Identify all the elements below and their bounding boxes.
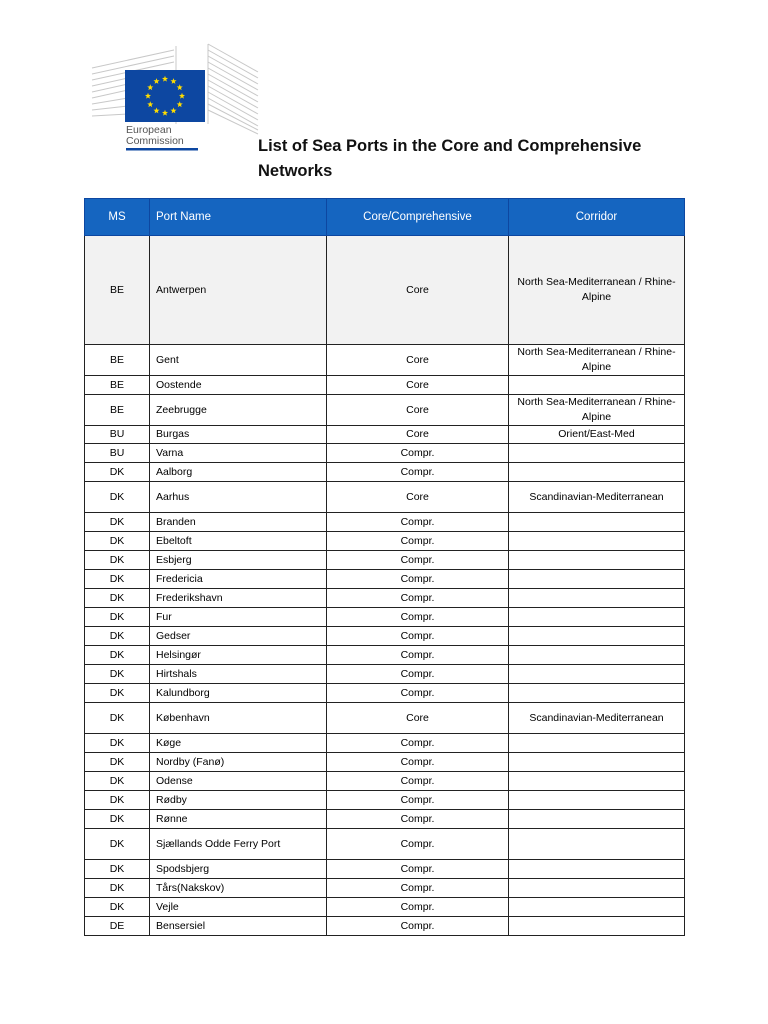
table-row: [85, 684, 685, 703]
cell-port-name: Vejle: [150, 898, 327, 917]
cell-port-name: Gent: [150, 345, 327, 376]
table-row: [85, 703, 685, 734]
table-row: [85, 753, 685, 772]
cell-port-name: Tårs(Nakskov): [150, 879, 327, 898]
document-title-line1: List of Sea Ports in the Core and Comprehensive: [258, 137, 642, 155]
cell-port-name: Fur: [150, 608, 327, 627]
cell-corridor: [509, 513, 685, 532]
header-core-comprehensive: Core/Comprehensive: [327, 199, 509, 236]
cell-corridor: [509, 608, 685, 627]
cell-corridor: [509, 589, 685, 608]
cell-port-name: Fredericia: [150, 570, 327, 589]
cell-core-comprehensive: Core: [327, 482, 509, 513]
table-row: [85, 917, 685, 936]
cell-core-comprehensive: Compr.: [327, 860, 509, 879]
cell-port-name: Odense: [150, 772, 327, 791]
cell-core-comprehensive: Core: [327, 236, 509, 345]
cell-core-comprehensive: Compr.: [327, 627, 509, 646]
cell-core-comprehensive: Compr.: [327, 608, 509, 627]
table-row: [85, 879, 685, 898]
table-row: [85, 810, 685, 829]
cell-core-comprehensive: Compr.: [327, 665, 509, 684]
table-row: [85, 482, 685, 513]
cell-corridor: North Sea-Mediterranean / Rhine-Alpine: [509, 395, 685, 426]
table-row: [85, 829, 685, 860]
cell-port-name: Køge: [150, 734, 327, 753]
cell-ms: DK: [85, 646, 150, 665]
cell-corridor: North Sea-Mediterranean / Rhine-Alpine: [509, 345, 685, 376]
cell-ms: DK: [85, 482, 150, 513]
table-row: [85, 551, 685, 570]
cell-core-comprehensive: Core: [327, 395, 509, 426]
cell-port-name: Esbjerg: [150, 551, 327, 570]
cell-core-comprehensive: Compr.: [327, 898, 509, 917]
cell-port-name: Gedser: [150, 627, 327, 646]
cell-ms: DK: [85, 734, 150, 753]
sea-ports-table: [84, 198, 685, 936]
header-port-name: Port Name: [150, 199, 327, 236]
cell-core-comprehensive: Compr.: [327, 444, 509, 463]
cell-corridor: Scandinavian-Mediterranean: [509, 482, 685, 513]
cell-ms: DK: [85, 753, 150, 772]
cell-corridor: [509, 734, 685, 753]
table-row: [85, 463, 685, 482]
cell-port-name: Bensersiel: [150, 917, 327, 936]
cell-core-comprehensive: Compr.: [327, 772, 509, 791]
document-title: [258, 134, 698, 184]
cell-ms: DK: [85, 551, 150, 570]
cell-corridor: North Sea-Mediterranean / Rhine-Alpine: [509, 236, 685, 345]
logo-line1: European: [126, 124, 172, 136]
cell-ms: DK: [85, 570, 150, 589]
cell-corridor: [509, 829, 685, 860]
cell-core-comprehensive: Compr.: [327, 551, 509, 570]
table-row: [85, 646, 685, 665]
cell-port-name: Varna: [150, 444, 327, 463]
logo-line2: Commission: [126, 135, 184, 147]
cell-corridor: [509, 791, 685, 810]
cell-ms: DK: [85, 589, 150, 608]
cell-port-name: Ebeltoft: [150, 532, 327, 551]
cell-core-comprehensive: Compr.: [327, 829, 509, 860]
cell-core-comprehensive: Compr.: [327, 570, 509, 589]
cell-ms: DK: [85, 608, 150, 627]
table-row: [85, 513, 685, 532]
cell-corridor: [509, 376, 685, 395]
cell-ms: BU: [85, 426, 150, 444]
cell-ms: DK: [85, 703, 150, 734]
cell-ms: DK: [85, 513, 150, 532]
table-row: [85, 345, 685, 376]
cell-ms: DK: [85, 810, 150, 829]
cell-corridor: [509, 684, 685, 703]
cell-port-name: Nordby (Fanø): [150, 753, 327, 772]
cell-core-comprehensive: Core: [327, 703, 509, 734]
table-row: [85, 627, 685, 646]
cell-port-name: Antwerpen: [150, 236, 327, 345]
table-row: [85, 236, 685, 345]
table-row: [85, 395, 685, 426]
cell-corridor: Scandinavian-Mediterranean: [509, 703, 685, 734]
cell-ms: DK: [85, 898, 150, 917]
cell-core-comprehensive: Core: [327, 426, 509, 444]
table-row: [85, 791, 685, 810]
cell-core-comprehensive: Compr.: [327, 646, 509, 665]
cell-ms: DK: [85, 879, 150, 898]
cell-core-comprehensive: Compr.: [327, 810, 509, 829]
table-header-row: [85, 199, 685, 236]
cell-ms: BE: [85, 236, 150, 345]
cell-corridor: [509, 898, 685, 917]
cell-corridor: [509, 860, 685, 879]
cell-ms: DK: [85, 772, 150, 791]
cell-ms: DK: [85, 627, 150, 646]
cell-core-comprehensive: Core: [327, 376, 509, 395]
cell-port-name: Oostende: [150, 376, 327, 395]
cell-core-comprehensive: Compr.: [327, 791, 509, 810]
cell-ms: DK: [85, 532, 150, 551]
cell-port-name: Aalborg: [150, 463, 327, 482]
cell-ms: DK: [85, 684, 150, 703]
table-row: [85, 665, 685, 684]
cell-core-comprehensive: Compr.: [327, 917, 509, 936]
table-row: [85, 444, 685, 463]
cell-ms: DE: [85, 917, 150, 936]
cell-core-comprehensive: Compr.: [327, 734, 509, 753]
cell-corridor: [509, 646, 685, 665]
cell-port-name: Rødby: [150, 791, 327, 810]
cell-ms: BE: [85, 376, 150, 395]
cell-port-name: København: [150, 703, 327, 734]
cell-ms: DK: [85, 860, 150, 879]
table-row: [85, 426, 685, 444]
table-row: [85, 570, 685, 589]
cell-ms: DK: [85, 829, 150, 860]
cell-ms: DK: [85, 791, 150, 810]
table-row: [85, 376, 685, 395]
cell-ms: DK: [85, 463, 150, 482]
cell-port-name: Rønne: [150, 810, 327, 829]
cell-corridor: Orient/East-Med: [509, 426, 685, 444]
table-row: [85, 532, 685, 551]
cell-corridor: [509, 772, 685, 791]
cell-corridor: [509, 810, 685, 829]
cell-port-name: Sjællands Odde Ferry Port: [150, 829, 327, 860]
cell-corridor: [509, 532, 685, 551]
cell-core-comprehensive: Core: [327, 345, 509, 376]
document-title-line2: Networks: [258, 162, 333, 180]
cell-corridor: [509, 665, 685, 684]
cell-core-comprehensive: Compr.: [327, 879, 509, 898]
cell-port-name: Spodsbjerg: [150, 860, 327, 879]
cell-ms: DK: [85, 665, 150, 684]
cell-corridor: [509, 753, 685, 772]
cell-core-comprehensive: Compr.: [327, 589, 509, 608]
cell-corridor: [509, 570, 685, 589]
cell-core-comprehensive: Compr.: [327, 684, 509, 703]
cell-corridor: [509, 463, 685, 482]
cell-ms: BE: [85, 345, 150, 376]
table-row: [85, 608, 685, 627]
cell-core-comprehensive: Compr.: [327, 753, 509, 772]
cell-corridor: [509, 879, 685, 898]
table-row: [85, 898, 685, 917]
cell-corridor: [509, 917, 685, 936]
cell-port-name: Helsingør: [150, 646, 327, 665]
cell-core-comprehensive: Compr.: [327, 463, 509, 482]
cell-corridor: [509, 627, 685, 646]
cell-port-name: Hirtshals: [150, 665, 327, 684]
cell-port-name: Kalundborg: [150, 684, 327, 703]
cell-port-name: Frederikshavn: [150, 589, 327, 608]
table-row: [85, 860, 685, 879]
cell-corridor: [509, 444, 685, 463]
cell-core-comprehensive: Compr.: [327, 513, 509, 532]
cell-corridor: [509, 551, 685, 570]
european-commission-logo: [88, 40, 263, 155]
table-row: [85, 734, 685, 753]
cell-port-name: Branden: [150, 513, 327, 532]
cell-port-name: Burgas: [150, 426, 327, 444]
cell-ms: BE: [85, 395, 150, 426]
table-row: [85, 772, 685, 791]
cell-port-name: Aarhus: [150, 482, 327, 513]
header-ms: MS: [85, 199, 150, 236]
cell-ms: BU: [85, 444, 150, 463]
cell-core-comprehensive: Compr.: [327, 532, 509, 551]
cell-port-name: Zeebrugge: [150, 395, 327, 426]
header-corridor: Corridor: [509, 199, 685, 236]
table-row: [85, 589, 685, 608]
